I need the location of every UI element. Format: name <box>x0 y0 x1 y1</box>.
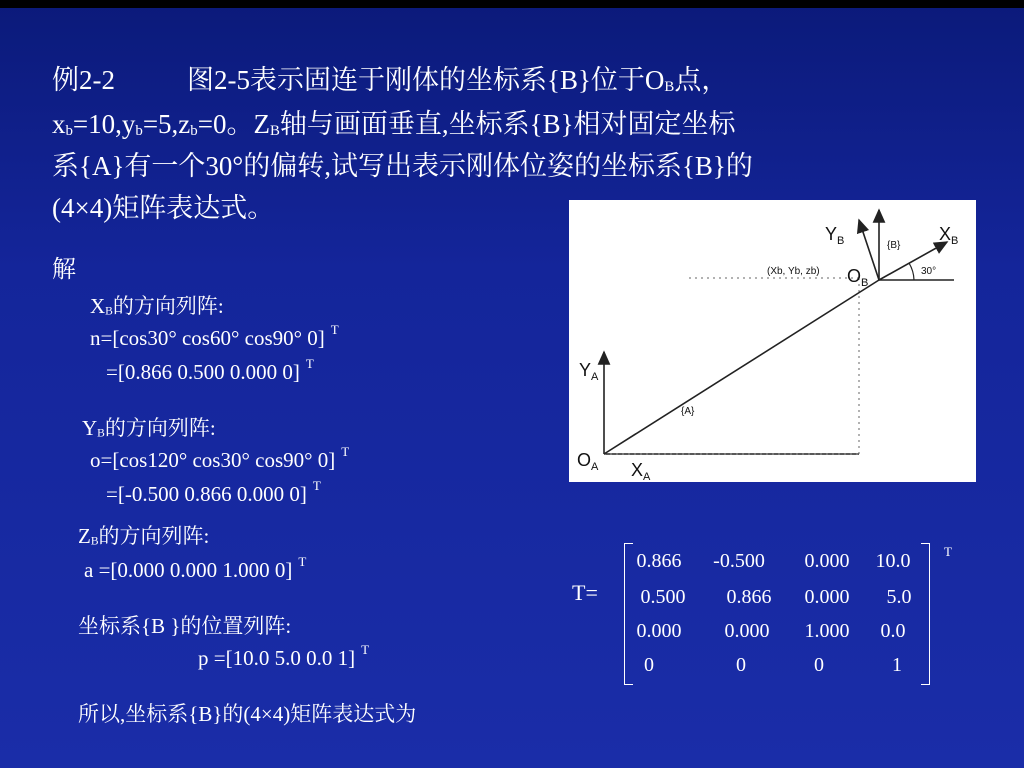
matrix-cell: 0.0 <box>880 620 906 642</box>
problem-text-1: 图2-5表示固连于刚体的坐标系{B}位于O <box>187 65 665 95</box>
sub-b: b <box>65 123 73 140</box>
oa-label: $O_A$ <box>577 450 599 473</box>
o-eq-text: o=[cos120° cos30° cos90° 0] <box>90 448 336 472</box>
frame-b-label: {B} <box>887 240 901 251</box>
text-part: =5,z <box>142 109 191 139</box>
coordinate-diagram <box>569 200 976 482</box>
position-vector <box>604 280 879 454</box>
matrix-cell: -0.500 <box>713 550 765 572</box>
xb-main: X <box>90 294 106 318</box>
sub-b: b <box>190 123 198 140</box>
sub-b: b <box>135 123 143 140</box>
transpose-mark: T <box>341 444 350 459</box>
n-equation <box>90 324 339 355</box>
xb-sub: B <box>105 305 113 318</box>
yb-title <box>82 414 216 448</box>
zb-rest: 的方向列阵: <box>98 524 210 548</box>
xb-rest: 的方向列阵: <box>112 294 224 318</box>
n-val-text: =[0.866 0.500 0.000 0] <box>106 360 300 384</box>
transpose-mark: T <box>330 322 339 337</box>
a-eq-text: a =[0.000 0.000 1.000 0] <box>84 558 293 582</box>
problem-line-3: 系{A}有一个30°的偏转,试写出表示刚体位姿的坐标系{B}的 <box>52 151 753 181</box>
sub-b: B <box>269 123 280 140</box>
matrix-cell: 1.000 <box>804 620 850 642</box>
matrix-cell: 10.0 <box>875 550 911 572</box>
ya-label: $Y_A$ <box>579 360 599 383</box>
transform-matrix <box>624 543 930 683</box>
xb-label: $X_B$ <box>939 224 959 247</box>
text-part: =10,y <box>72 109 136 139</box>
a-equation <box>84 556 306 587</box>
zb-main: Z <box>78 524 91 548</box>
transpose-mark: T <box>361 642 370 657</box>
matrix-cell: 0 <box>736 654 746 676</box>
o-equation <box>90 446 349 477</box>
transpose-mark: T <box>312 478 321 493</box>
coords-label: (Xb, Yb, zb) <box>767 266 820 277</box>
xa-label: $X_A$ <box>631 460 651 482</box>
angle-arc <box>909 263 914 280</box>
yb-label: $Y_B$ <box>825 224 845 247</box>
yb-main: Y <box>82 416 98 440</box>
o-values <box>106 480 321 511</box>
transpose-mark: T <box>305 356 314 371</box>
matrix-cell: 0.000 <box>804 586 850 608</box>
problem-line-1 <box>52 60 728 107</box>
yb-sub: B <box>97 427 105 440</box>
problem-line-2 <box>52 104 736 151</box>
ob-label: $O_B$ <box>847 266 869 289</box>
matrix-cell: 0 <box>644 654 654 676</box>
matrix-cell: 0.000 <box>724 620 770 642</box>
ob-subscript: B <box>664 79 675 96</box>
matrix-cell: 5.0 <box>886 586 912 608</box>
solution-heading: 解 <box>52 257 76 283</box>
text-x: x <box>52 109 66 139</box>
coordinate-figure <box>569 200 976 482</box>
text-part: 轴与画面垂直,坐标系{B}相对固定坐标 <box>279 109 736 139</box>
problem-line-4: (4×4)矩阵表达式。 <box>52 193 275 223</box>
matrix-cell: 0.500 <box>640 586 686 608</box>
frame-a-label: {A} <box>681 406 695 417</box>
matrix-cell: 0.866 <box>726 586 772 608</box>
conclusion-text: 所以,坐标系{B}的(4×4)矩阵表达式为 <box>78 702 417 726</box>
p-equation <box>198 644 369 675</box>
matrix-cell: 0 <box>814 654 824 676</box>
angle-label: 30° <box>921 266 937 277</box>
text-part: =0。Z <box>197 109 270 139</box>
zb-title <box>78 522 209 556</box>
o-val-text: =[-0.500 0.866 0.000 0] <box>106 482 307 506</box>
n-eq-text: n=[cos30° cos60° cos90° 0] <box>90 326 325 350</box>
p-title: 坐标系{B }的位置列阵: <box>78 614 292 638</box>
problem-text-1-end: 点， <box>674 65 729 95</box>
yb-axis <box>859 220 879 280</box>
matrix-cell: 0.000 <box>636 620 682 642</box>
yb-rest: 的方向列阵: <box>104 416 216 440</box>
xb-title <box>90 292 224 326</box>
matrix-cell: 0.000 <box>804 550 850 572</box>
matrix-cell: 1 <box>892 654 902 676</box>
example-label: 例2-2 <box>52 65 115 95</box>
transpose-mark: T <box>298 554 307 569</box>
top-border <box>0 0 1024 8</box>
matrix-label: T= <box>572 580 598 605</box>
n-values <box>106 358 314 389</box>
matrix-cell: 0.866 <box>636 550 682 572</box>
zb-sub: B <box>90 535 99 548</box>
p-eq-text: p =[10.0 5.0 0.0 1] <box>198 646 356 670</box>
matrix-transpose: T <box>944 544 952 559</box>
